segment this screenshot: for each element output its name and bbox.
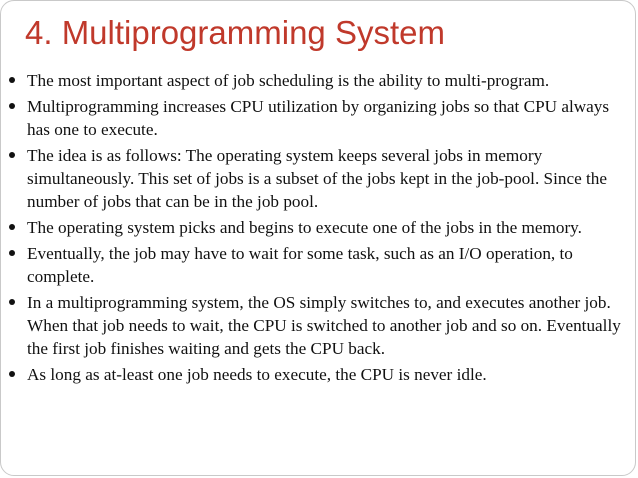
bullet-text: The operating system picks and begins to execute one of the jobs in the memory. <box>27 218 582 237</box>
bullet-dot-icon <box>9 371 15 377</box>
bullet-item <box>9 216 624 239</box>
bullet-item <box>9 144 624 213</box>
bullet-dot-icon <box>9 250 15 256</box>
bullet-dot-icon <box>9 152 15 158</box>
bullet-dot-icon <box>9 77 15 83</box>
bullet-text: Eventually, the job may have to wait for some task, such as an I/O operation, to complete. <box>27 244 573 286</box>
slide-title: 4. Multiprogramming System <box>25 14 445 51</box>
bullet-dot-icon <box>9 299 15 305</box>
bullet-dot-icon <box>9 224 15 230</box>
bullet-list <box>9 69 624 389</box>
bullet-item <box>9 242 624 288</box>
bullet-item <box>9 95 624 141</box>
bullet-item <box>9 363 624 386</box>
bullet-text: In a multiprogramming system, the OS simply switches to, and executes another job. When that job needs to wait, the CPU is switched to another job and so on. Eventually the first job finishes waiting and gets the CPU back. <box>27 293 621 358</box>
bullet-item <box>9 69 624 92</box>
bullet-text: As long as at-least one job needs to execute, the CPU is never idle. <box>27 365 487 384</box>
bullet-text: Multiprogramming increases CPU utilization by organizing jobs so that CPU always has one to execute. <box>27 97 610 139</box>
bullet-text: The idea is as follows: The operating system keeps several jobs in memory simultaneously. This set of jobs is a subset of the jobs kept in the job-pool. Since the number of jobs that can be in the job pool. <box>27 146 608 211</box>
bullet-item <box>9 291 624 360</box>
bullet-dot-icon <box>9 103 15 109</box>
bullet-text: The most important aspect of job scheduling is the ability to multi-program. <box>27 71 550 90</box>
